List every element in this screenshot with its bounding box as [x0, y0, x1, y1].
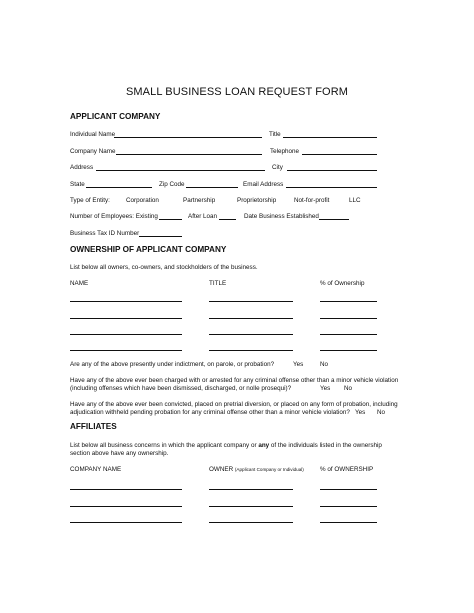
applicant-heading: APPLICANT COMPANY	[70, 112, 161, 121]
ownership-col-name: NAME	[70, 280, 89, 287]
company-name-label: Company Name	[70, 148, 116, 155]
address-label: Address	[70, 164, 94, 171]
company-name-field[interactable]	[116, 154, 262, 155]
affiliate-owner-field[interactable]	[209, 522, 293, 523]
zip-label: Zip Code	[159, 181, 185, 188]
city-label: City	[272, 164, 283, 171]
individual-name-field[interactable]	[114, 137, 262, 138]
date-established-label: Date Business Established	[244, 213, 319, 220]
q2-yes-option[interactable]: Yes	[320, 385, 331, 392]
entity-option-not-for-profit[interactable]: Not-for-profit	[294, 197, 330, 204]
ownership-intro: List below all owners, co-owners, and stockholders of the business.	[70, 264, 258, 271]
affiliate-pct-field[interactable]	[320, 489, 377, 490]
ownership-title-field[interactable]	[209, 334, 293, 335]
after-loan-field[interactable]	[219, 219, 236, 220]
q2-no-option[interactable]: No	[344, 385, 353, 392]
affiliates-col-company: COMPANY NAME	[70, 466, 122, 473]
tax-id-label: Business Tax ID Number	[70, 230, 140, 237]
question-convicted-line1: Have any of the above ever been convicted, placed on pretrial diversion, or placed on any form of probation, including	[70, 401, 398, 408]
affiliates-col-pct: % of OWNERSHIP	[320, 466, 374, 473]
individual-name-label: Individual Name	[70, 131, 116, 138]
state-label: State	[70, 181, 85, 188]
email-field[interactable]	[286, 187, 377, 188]
ownership-name-field[interactable]	[70, 350, 182, 351]
after-loan-label: After Loan	[188, 213, 218, 220]
affiliate-company-field[interactable]	[70, 522, 182, 523]
email-label: Email Address	[243, 181, 284, 188]
telephone-label: Telephone	[270, 148, 300, 155]
entity-option-corporation[interactable]: Corporation	[126, 197, 159, 204]
ownership-title-field[interactable]	[209, 318, 293, 319]
question-indictment: Are any of the above presently under indictment, on parole, or probation?	[70, 361, 275, 368]
address-field[interactable]	[96, 170, 265, 171]
affiliate-owner-field[interactable]	[209, 506, 293, 507]
title-field[interactable]	[283, 137, 377, 138]
city-field[interactable]	[287, 170, 377, 171]
employees-existing-field[interactable]	[159, 219, 182, 220]
ownership-title-field[interactable]	[209, 350, 293, 351]
ownership-title-field[interactable]	[209, 301, 293, 302]
date-established-field[interactable]	[319, 219, 349, 220]
affiliate-owner-field[interactable]	[209, 489, 293, 490]
ownership-col-title: TITLE	[209, 280, 227, 287]
question-convicted-line2: adjudication withheld pending probation for any criminal offense other than a minor vehicle violation?	[70, 409, 350, 416]
ownership-pct-field[interactable]	[320, 350, 377, 351]
entity-option-proprietorship[interactable]: Proprietorship	[237, 197, 277, 204]
affiliates-heading: AFFILIATES	[70, 422, 117, 431]
ownership-pct-field[interactable]	[320, 318, 377, 319]
telephone-field[interactable]	[302, 154, 377, 155]
employees-existing-label: Number of Employees: Existing	[70, 213, 158, 220]
q3-no-option[interactable]: No	[377, 409, 386, 416]
type-of-entity-label: Type of Entity:	[70, 197, 110, 204]
entity-option-partnership[interactable]: Partnership	[183, 197, 216, 204]
ownership-name-field[interactable]	[70, 301, 182, 302]
q1-no-option[interactable]: No	[320, 361, 329, 368]
affiliate-pct-field[interactable]	[320, 506, 377, 507]
ownership-col-pct: % of Ownership	[320, 280, 365, 287]
zip-field[interactable]	[186, 187, 238, 188]
affiliates-col-owner: OWNER (Applicant Company or Individual)	[209, 466, 304, 473]
state-field[interactable]	[86, 187, 152, 188]
affiliate-pct-field[interactable]	[320, 522, 377, 523]
ownership-name-field[interactable]	[70, 318, 182, 319]
ownership-pct-field[interactable]	[320, 301, 377, 302]
affiliates-intro-line1: List below all business concerns in which the applicant company or any of the individuals listed in the ownership	[70, 442, 382, 449]
title-label: Title	[269, 131, 281, 138]
question-charged-line1: Have any of the above ever been charged with or arrested for any criminal offense other than a minor vehicle violation	[70, 377, 399, 384]
entity-option-llc[interactable]: LLC	[349, 197, 361, 204]
question-charged-line2: (including offenses which have been dismissed, discharged, or nolle prosequi)?	[70, 385, 292, 392]
q3-yes-option[interactable]: Yes	[355, 409, 366, 416]
affiliates-intro-line2: section above have any ownership.	[70, 450, 169, 457]
ownership-name-field[interactable]	[70, 334, 182, 335]
q1-yes-option[interactable]: Yes	[293, 361, 304, 368]
affiliate-company-field[interactable]	[70, 506, 182, 507]
tax-id-field[interactable]	[139, 236, 182, 237]
affiliate-company-field[interactable]	[70, 489, 182, 490]
ownership-pct-field[interactable]	[320, 334, 377, 335]
page-title: SMALL BUSINESS LOAN REQUEST FORM	[125, 86, 349, 98]
ownership-heading: OWNERSHIP OF APPLICANT COMPANY	[70, 245, 227, 254]
